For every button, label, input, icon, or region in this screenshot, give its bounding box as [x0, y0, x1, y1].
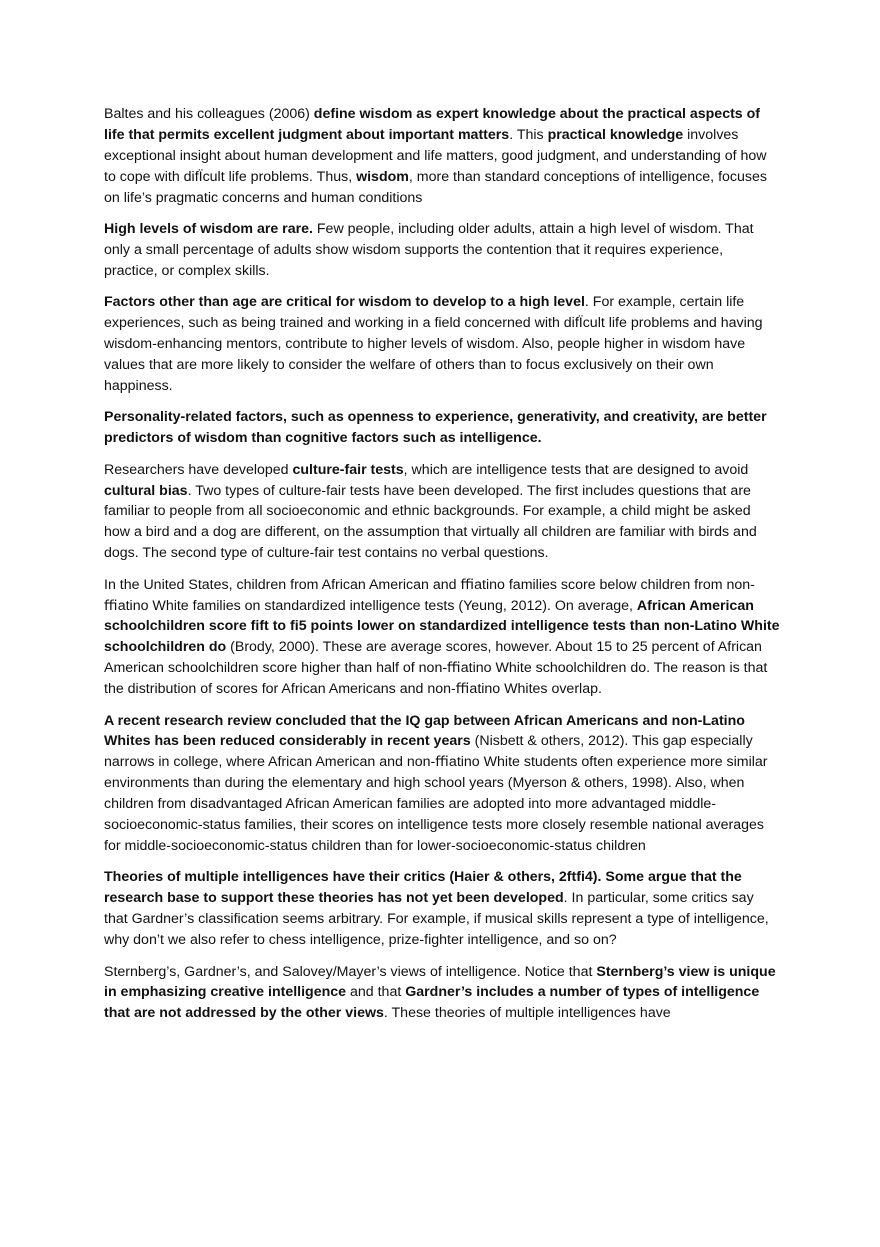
- text-run: . Two types of culture-fair tests have been developed. The first includes questions that are familiar to people from all socioeconomic and ethnic backgrounds. For example, a child might be asked how a bird and a dog are different, on the assumption that virtually all children are familiar with birds and dogs. The second type of culture-fair test contains no verbal questions.: [104, 482, 757, 562]
- text-run: and that: [346, 984, 406, 1001]
- text-run: , which are intelligence tests that are designed to avoid: [403, 461, 749, 478]
- text-run: Few people, including older adults, attain a high level of wisdom. That only a small percentage of adults show wisdom supports the contention that it requires experience, practice, or complex skills.: [104, 221, 754, 279]
- text-run: , more than standard conceptions of intelligence, focuses on life’s pragmatic concerns and human conditions: [104, 168, 767, 206]
- document-page: [104, 104, 780, 1035]
- bold-text-run: culture-fair tests: [292, 461, 404, 478]
- paragraph-culture-fair-tests: [104, 460, 780, 565]
- text-run: Researchers have developed: [104, 461, 293, 478]
- text-run: . This: [509, 126, 548, 143]
- paragraph-wisdom-definition: [104, 104, 780, 209]
- paragraph-iq-gap-review: [104, 711, 780, 857]
- bold-text-run: define wisdom as expert knowledge about the practical aspects of life that permits excellent judgment about important matters: [104, 106, 761, 143]
- paragraph-multiple-intelligences-critics: [104, 867, 780, 951]
- paragraph-personality-factors: [104, 407, 780, 449]
- bold-text-run: Gardner’s includes a number of types of intelligence that are not addressed by the other views: [104, 984, 760, 1022]
- bold-text-run: practical knowledge: [547, 126, 684, 143]
- bold-text-run: African American schoolchildren score fift to fi5 points lower on standardized intelligence tests than non-Latino White schoolchildren do: [104, 597, 780, 656]
- bold-text-run: cultural bias: [104, 482, 188, 499]
- text-run: In the United States, children from African American and ﬃatino families score below children from non-ﬃatino White families on standardized intelligence tests (Yeung, 2012). On average,: [104, 576, 755, 614]
- text-run: involves exceptional insight about human development and life matters, good judgment, and understanding of how to cope with difÏcult life problems. Thus,: [104, 126, 767, 185]
- bold-text-run: Factors other than age are critical for wisdom to develop to a high level: [104, 294, 585, 311]
- text-run: (Brody, 2000). These are average scores, however. About 15 to 25 percent of African American schoolchildren score higher than half of non-ﬃatino White schoolchildren do. The reason is that the distribution of scores for African Americans and non-ﬃatino Whites overlap.: [104, 639, 768, 698]
- text-run: Sternberg’s, Gardner’s, and Salovey/Mayer’s views of intelligence. Notice that: [104, 963, 597, 980]
- bold-text-run: Personality-related factors, such as openness to experience, generativity, and creativity, are better predictors of wisdom than cognitive factors such as intelligence.: [104, 409, 767, 447]
- bold-text-run: High levels of wisdom are rare.: [104, 221, 313, 238]
- bold-text-run: wisdom: [356, 168, 409, 185]
- bold-text-run: Sternberg’s view is unique in emphasizing creative intelligence: [104, 963, 776, 1001]
- text-run: Baltes and his colleagues (2006): [104, 106, 314, 122]
- paragraph-wisdom-rare: [104, 219, 780, 282]
- text-run: (Nisbett & others, 2012). This gap especially narrows in college, where African American and non-ﬃatino White students often experience more similar environments than during the elementary and high school years (Myerson & others, 1998). Also, when children from disadvantaged African American families are adopted into more advantaged middle-socioeconomic-status families, their scores on intelligence tests more closely resemble national averages for middle-socioeconomic-status children than for lower-socioeconomic-status children: [104, 733, 768, 854]
- text-run: . In particular, some critics say that Gardner’s classification seems arbitrary. For example, if musical skills represent a type of intelligence, why don’t we also refer to chess intelligence, prize-fighter intelligence, and so on?: [104, 890, 769, 949]
- text-run: . For example, certain life experiences, such as being trained and working in a field concerned with difÏcult life problems and having wisdom-enhancing mentors, contribute to higher levels of wisdom. Also, people higher in wisdom have values that are more likely to consider the welfare of others than to focus exclusively on their own happiness.: [104, 294, 763, 394]
- bold-text-run: A recent research review concluded that the IQ gap between African Americans and non-Latino Whites has been reduced considerably in recent years: [104, 712, 745, 750]
- paragraph-factors-other-than-age: [104, 292, 780, 397]
- text-run: . These theories of multiple intelligences have: [383, 1005, 671, 1022]
- paragraph-us-score-differences: [104, 575, 780, 700]
- bold-text-run: Theories of multiple intelligences have their critics (Haier & others, 2ftfi4). Some argue that the research base to support these theories has not yet been developed: [104, 869, 742, 907]
- paragraph-views-comparison: [104, 962, 780, 1025]
